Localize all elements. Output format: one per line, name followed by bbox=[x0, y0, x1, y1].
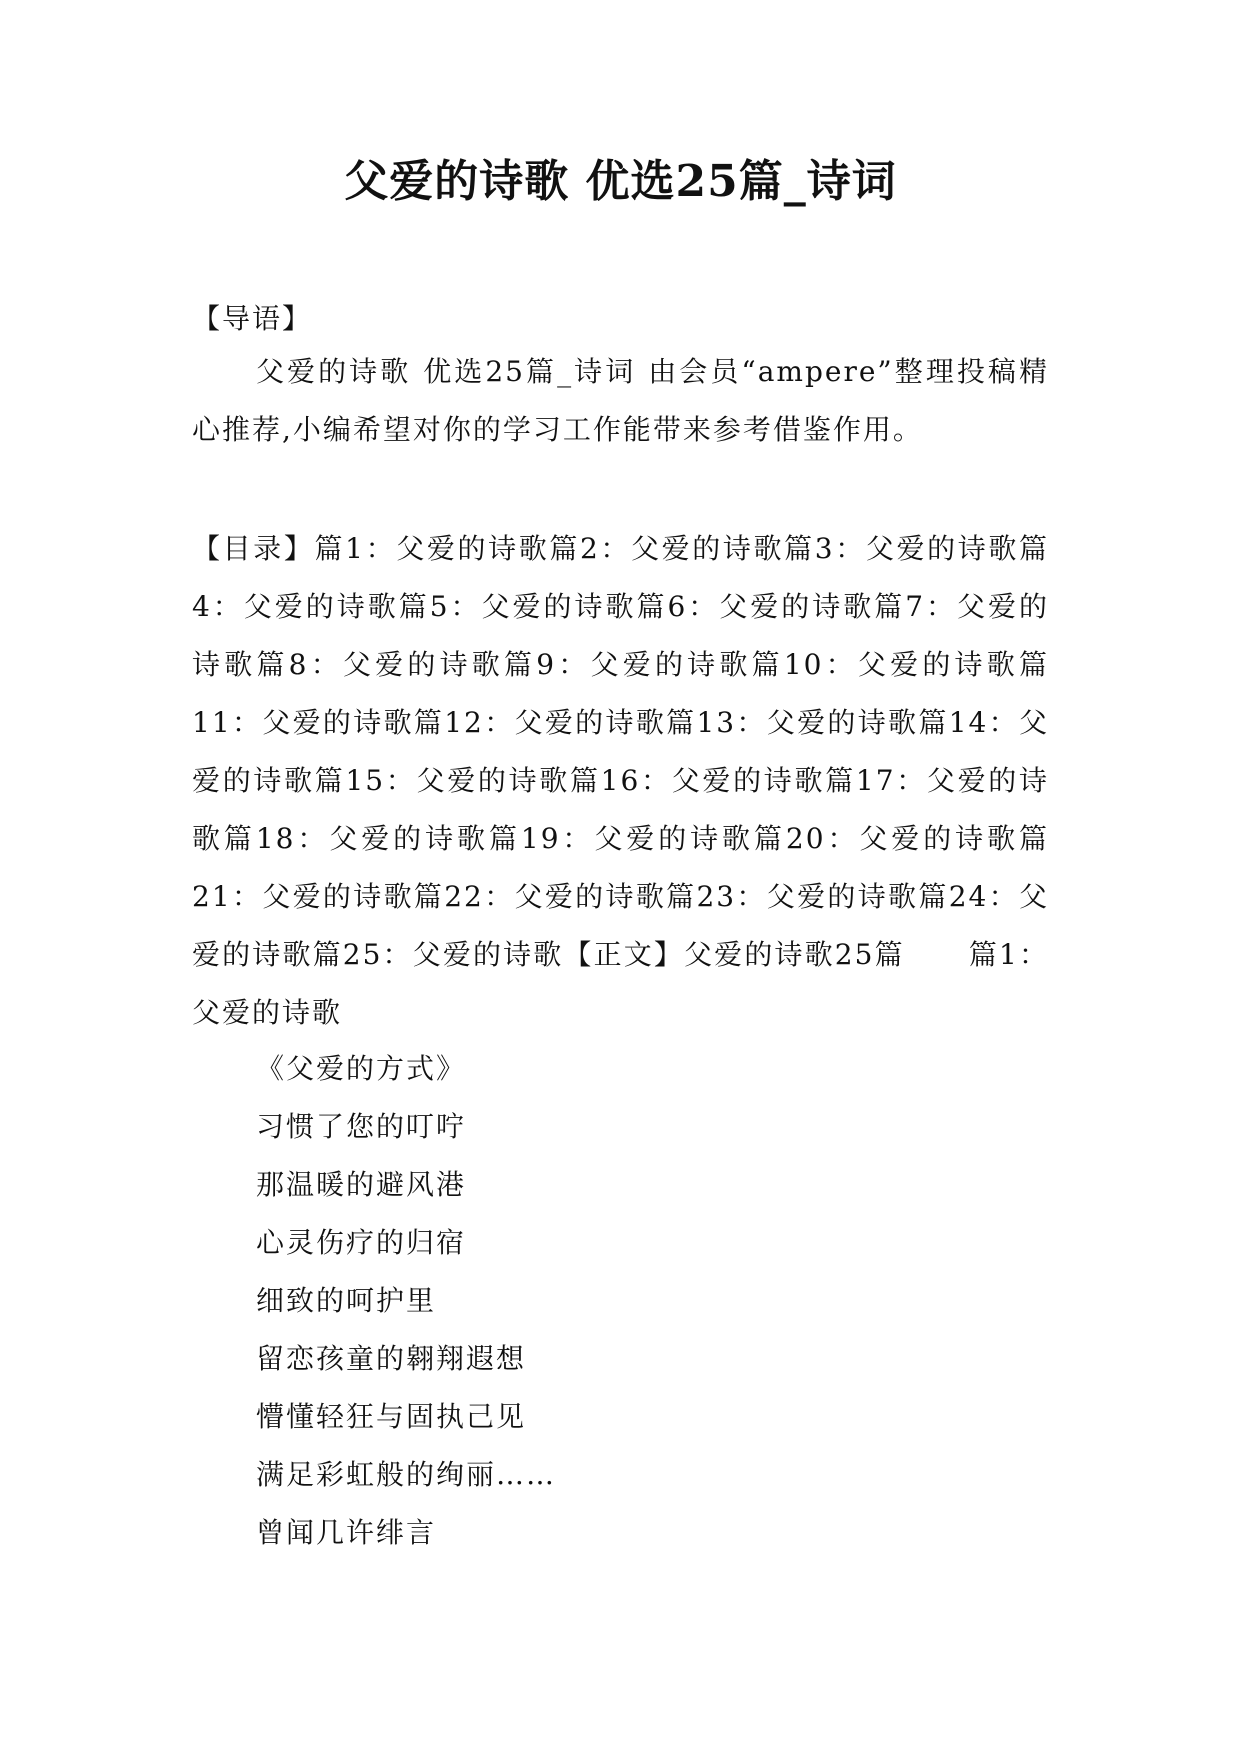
guide-label: 【导语】 bbox=[192, 302, 313, 335]
poem-line: 那温暖的避风港 bbox=[256, 1168, 467, 1201]
poem-line: 懵懂轻狂与固执己见 bbox=[256, 1400, 527, 1433]
table-of-contents bbox=[192, 520, 1049, 1042]
poem-line: 满足彩虹般的绚丽…… bbox=[256, 1458, 557, 1491]
poem-line: 曾闻几许绯言 bbox=[256, 1516, 437, 1549]
poem-line: 细致的呵护里 bbox=[256, 1284, 437, 1317]
toc-text: 【目录】篇1：父爱的诗歌篇2：父爱的诗歌篇3：父爱的诗歌篇4：父爱的诗歌篇5：父爱的诗歌篇6：父爱的诗歌篇7：父爱的诗歌篇8：父爱的诗歌篇9：父爱的诗歌篇10：父爱的诗歌篇11：父爱的诗歌篇12：父爱的诗歌篇13：父爱的诗歌篇14：父爱的诗歌篇15：父爱的诗歌篇16：父爱的诗歌篇17：父爱的诗歌篇18：父爱的诗歌篇19：父爱的诗歌篇20：父爱的诗歌篇21：父爱的诗歌篇22：父爱的诗歌篇23：父爱的诗歌篇24：父爱的诗歌篇25：父爱的诗歌【正文】父爱的诗歌25篇 bbox=[192, 532, 1049, 971]
poem-title: 《父爱的方式》 bbox=[256, 1052, 467, 1085]
poem bbox=[256, 1040, 1036, 1562]
document-title: 父爱的诗歌 优选25篇_诗词 bbox=[344, 156, 897, 207]
first-section-heading: 篇1：父爱的诗歌 bbox=[192, 938, 1049, 1029]
intro-paragraph: 父爱的诗歌 优选25篇_诗词 由会员“ampere”整理投稿精心推荐,小编希望对你的学习工作能带来参考借鉴作用。 bbox=[192, 355, 1049, 446]
poem-line: 心灵伤疗的归宿 bbox=[256, 1226, 467, 1259]
poem-line: 习惯了您的叮咛 bbox=[256, 1110, 467, 1143]
poem-line: 留恋孩童的翱翔遐想 bbox=[256, 1342, 527, 1375]
